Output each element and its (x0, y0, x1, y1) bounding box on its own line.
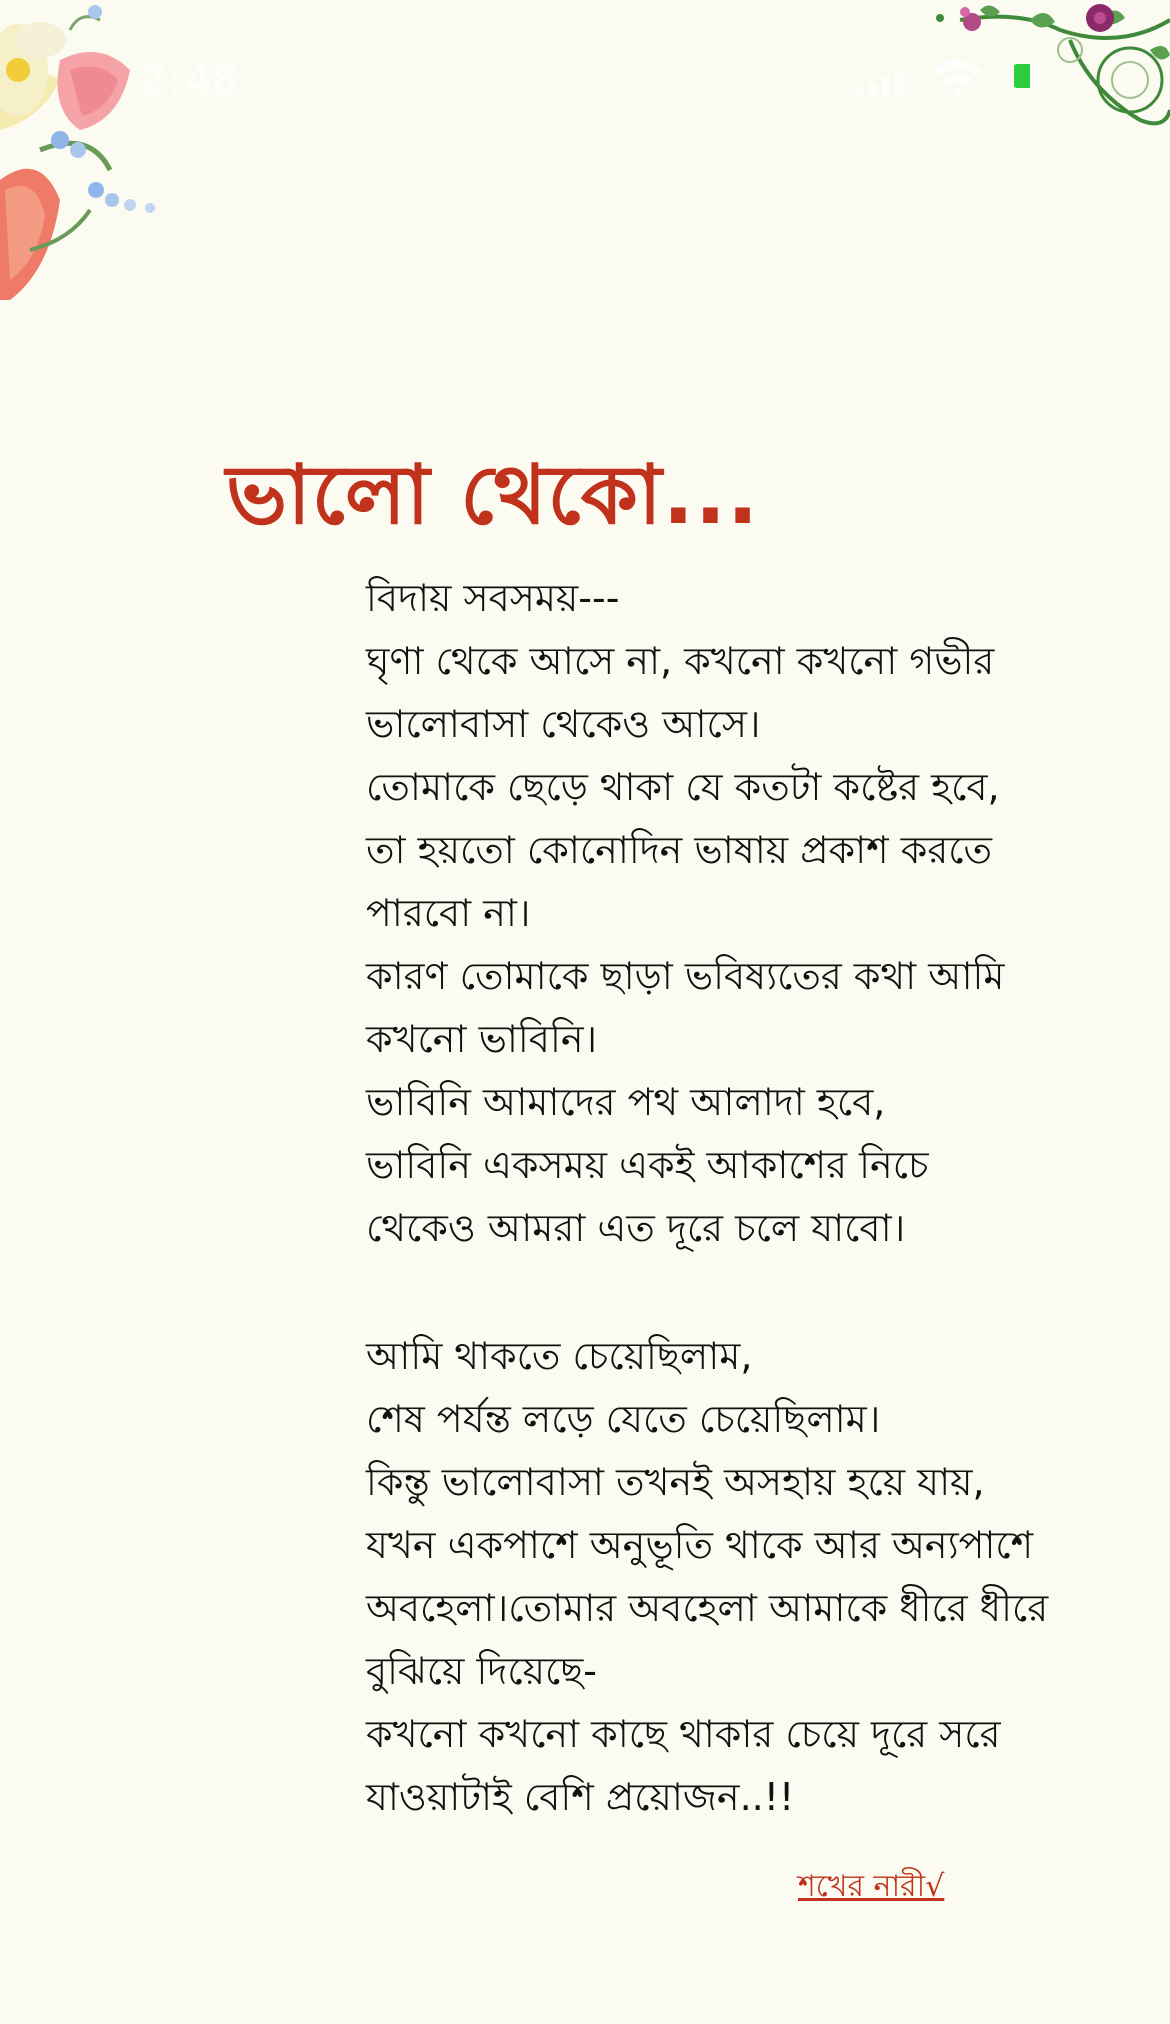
poem-line: বিদায় সবসময়--- (366, 576, 620, 620)
poem-line: কিন্তু ভালোবাসা তখনই অসহায় হয়ে যায়, (366, 1460, 985, 1504)
flower-decoration-left (0, 0, 170, 310)
poem-line: ভাবিনি একসময় একই আকাশের নিচে (366, 1143, 929, 1187)
poem-line: কারণ তোমাকে ছাড়া ভবিষ্যতের কথা আমি (366, 954, 1005, 998)
poem-stanza (366, 1325, 1126, 1829)
signal-bars-icon (856, 72, 906, 96)
poem-line: বুঝিয়ে দিয়েছে- (366, 1649, 598, 1693)
poem-line: যখন একপাশে অনুভূতি থাকে আর অন্যপাশে (366, 1523, 1034, 1567)
poem-line: থেকেও আমরা এত দূরে চলে যাবো। (366, 1206, 906, 1250)
poem-line: ভালোবাসা থেকেও আসে। (366, 702, 761, 746)
poem-line: আমি থাকতে চেয়েছিলাম, (366, 1334, 753, 1378)
poem-stanza (366, 567, 1126, 1260)
poem-line: পারবো না। (366, 891, 531, 935)
poem-line: কখনো কখনো কাছে থাকার চেয়ে দূরে সরে (366, 1712, 1001, 1756)
flower-decoration-right (920, 0, 1170, 180)
post-title: ভালো থেকো... (226, 448, 760, 543)
poem-line: যাওয়াটাই বেশি প্রয়োজন..!! (366, 1775, 795, 1819)
status-time: 2:48 (140, 53, 241, 105)
poem-line: তোমাকে ছেড়ে থাকা যে কতটা কষ্টের হবে, (366, 765, 1000, 809)
stanza-divider (366, 1260, 1126, 1325)
author-signature: শখের নারী√ (798, 1869, 945, 1904)
poem-line: ঘৃণা থেকে আসে না, কখনো কখনো গভীর (366, 639, 995, 683)
poem-line: অবহেলা।তোমার অবহেলা আমাকে ধীরে ধীরে (366, 1586, 1049, 1630)
poem-line: তা হয়তো কোনোদিন ভাষায় প্রকাশ করতে (366, 828, 992, 872)
poem-line: শেষ পর্যন্ত লড়ে যেতে চেয়েছিলাম। (366, 1397, 881, 1441)
poem-line: কখনো ভাবিনি। (366, 1017, 598, 1061)
poem-body (366, 567, 1126, 1829)
poem-line: ভাবিনি আমাদের পথ আলাদা হবে, (366, 1080, 886, 1124)
